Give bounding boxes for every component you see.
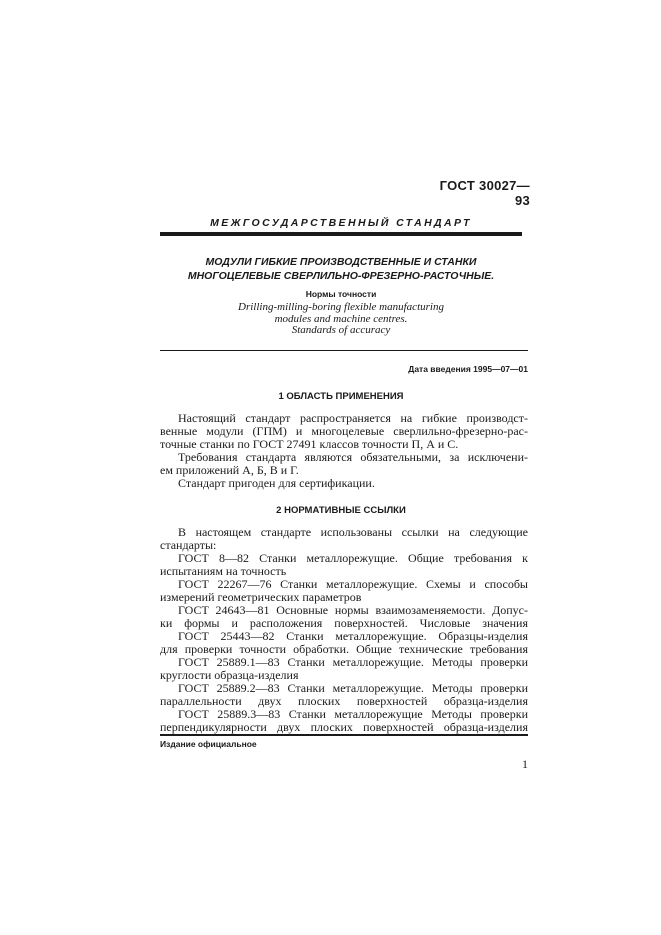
text-line: ГОСТ 22267—76 Станки металлорежущие. Схемы и способы: [178, 578, 528, 591]
section-heading-references: 2 НОРМАТИВНЫЕ ССЫЛКИ: [276, 505, 406, 516]
text-line: ем приложений А, Б, В и Г.: [160, 464, 299, 477]
text-line: ГОСТ 25443—82 Станки металлорежущие. Образцы-изделия: [178, 630, 528, 643]
english-title: [160, 302, 522, 337]
text-line: ГОСТ 25889.2—83 Станки металлорежущие. Методы проверки: [178, 682, 528, 695]
text-line: ки формы и расположения поверхностей. Числовые значения: [160, 617, 528, 630]
document-subtitle: Нормы точности: [305, 289, 377, 299]
divider-thin: [160, 350, 528, 351]
introduction-date: Дата введения 1995—07—01: [408, 364, 528, 374]
divider-thick: [160, 232, 522, 236]
footer-divider: [160, 734, 528, 736]
text-line: испытаниям на точность: [160, 565, 287, 578]
text-line: В настоящем стандарте использованы ссылки на следующие: [178, 526, 528, 539]
edition-note: Издание официальное: [160, 739, 257, 749]
text-line: перпендикулярности двух плоских поверхностей образца-изделия: [160, 721, 528, 734]
section-heading-scope: 1 ОБЛАСТЬ ПРИМЕНЕНИЯ: [278, 391, 404, 402]
text-line: Требования стандарта являются обязательными, за исключени-: [178, 451, 528, 464]
english-title-line: Drilling-milling-boring flexible manufacturing: [238, 301, 444, 313]
document-title: [160, 255, 522, 283]
text-line: Стандарт пригоден для сертификации.: [178, 477, 375, 490]
text-line: точные станки по ГОСТ 27491 классов точности П, А и С.: [160, 438, 459, 451]
text-line: ГОСТ 25889.3—83 Станки металлорежущие Методы проверки: [178, 708, 528, 721]
text-line: параллельности двух плоских поверхностей образца-изделия: [160, 695, 528, 708]
text-line: стандарты:: [160, 539, 217, 552]
english-title-line: Standards of accuracy: [291, 324, 391, 336]
text-line: ГОСТ 25889.1—83 Станки металлорежущие. Методы проверки: [178, 656, 528, 669]
text-line: измерений геометрических параметров: [160, 591, 362, 604]
text-line: Настоящий стандарт распространяется на гибкие производст-: [178, 412, 528, 425]
text-line: для проверки точности обработки. Общие технические требования: [160, 643, 528, 656]
standard-type-heading: МЕЖГОСУДАРСТВЕННЫЙ СТАНДАРТ: [210, 217, 472, 229]
text-line: ГОСТ 8—82 Станки металлорежущие. Общие требования к: [178, 552, 528, 565]
text-line: венные модули (ГПМ) и многоцелевые сверлильно-фрезерно-рас-: [160, 425, 528, 438]
document-number: ГОСТ 30027—93: [439, 178, 530, 208]
english-title-line: modules and machine centres.: [274, 312, 408, 325]
title-line-1: МОДУЛИ ГИБКИЕ ПРОИЗВОДСТВЕННЫЕ И СТАНКИ: [205, 256, 477, 268]
text-line: ГОСТ 24643—81 Основные нормы взаимозаменяемости. Допус-: [178, 604, 528, 617]
title-line-2: МНОГОЦЕЛЕВЫЕ СВЕРЛИЛЬНО-ФРЕЗЕРНО-РАСТОЧНЫЕ.: [187, 270, 495, 282]
text-line: круглости образца-изделия: [160, 669, 299, 682]
page-number: 1: [522, 757, 528, 771]
